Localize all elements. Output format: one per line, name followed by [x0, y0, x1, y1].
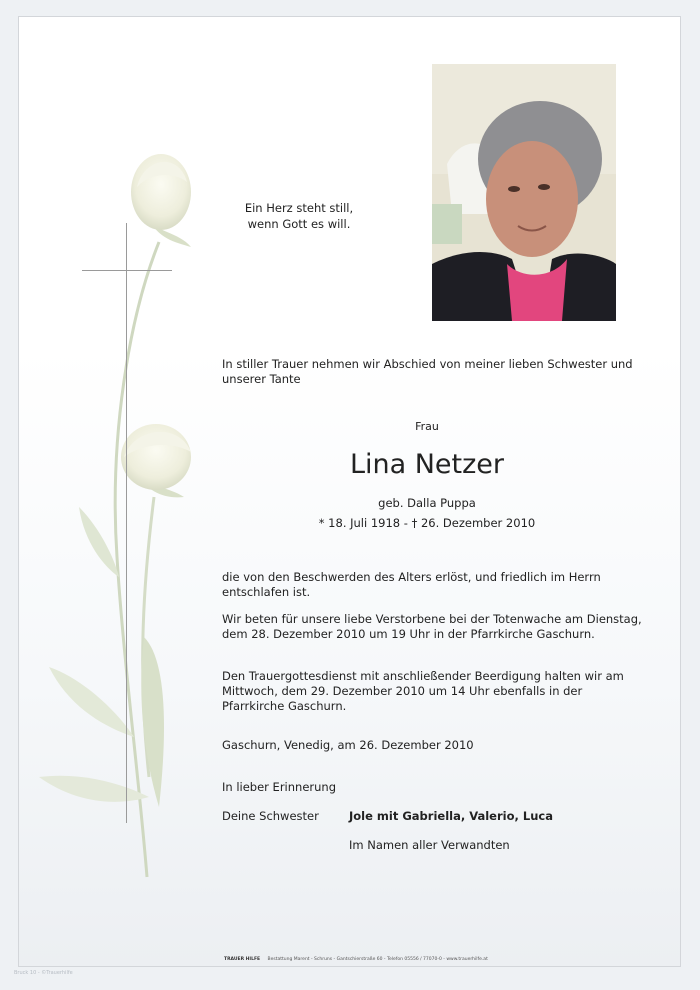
motto-line-2: wenn Gott es will. — [247, 217, 351, 231]
wake-paragraph: Wir beten für unsere liebe Verstorbene bei der Totenwache am Dienstag, dem 28. Dezember 2010 um 19 Uhr in der Pfarrkirche Gaschurn. — [222, 612, 642, 641]
rose-illustration — [19, 17, 229, 967]
place-date: Gaschurn, Venedig, am 26. Dezember 2010 — [222, 738, 474, 752]
death-paragraph: die von den Beschwerden des Alters erlöst, und friedlich im Herrn entschlafen ist. — [222, 570, 601, 599]
mourner-label: Deine Schwester — [222, 809, 319, 823]
funeral-paragraph: Den Trauergottesdienst mit anschließender Beerdigung halten wir am Mittwoch, dem 29. Dezember 2010 um 14 Uhr ebenfalls in der Pfarrkirche Gaschurn. — [222, 669, 624, 713]
footer-details: Bestattung Marent - Schruns - Gantschierstraße 60 - Telefon 05556 / 77070-0 - www.trauerhilfe.at — [267, 957, 488, 962]
portrait-photo — [432, 64, 616, 321]
memory-line: In lieber Erinnerung — [222, 780, 337, 794]
corner-mark: Bruck 10 - ©Trauerhilfe — [14, 970, 73, 976]
footer-brand: TRAUER HILFE — [224, 957, 261, 962]
cross-horizontal-line — [82, 270, 172, 271]
deceased-name: Lina Netzer — [349, 449, 505, 480]
motto-line-1: Ein Herz steht still, — [244, 201, 354, 215]
relatives-line: Im Namen aller Verwandten — [349, 838, 510, 852]
cross-vertical-line — [126, 223, 127, 823]
motto — [224, 200, 374, 232]
obituary-page — [18, 16, 681, 967]
birth-name: geb. Dalla Puppa — [378, 496, 476, 510]
salutation: Frau — [415, 420, 439, 433]
life-dates: * 18. Juli 1918 - † 26. Dezember 2010 — [318, 516, 536, 530]
mourner-names: Jole mit Gabriella, Valerio, Luca — [349, 809, 553, 823]
intro-text: In stiller Trauer nehmen wir Abschied von meiner lieben Schwester und unserer Tante — [222, 357, 633, 386]
footer — [224, 957, 488, 962]
